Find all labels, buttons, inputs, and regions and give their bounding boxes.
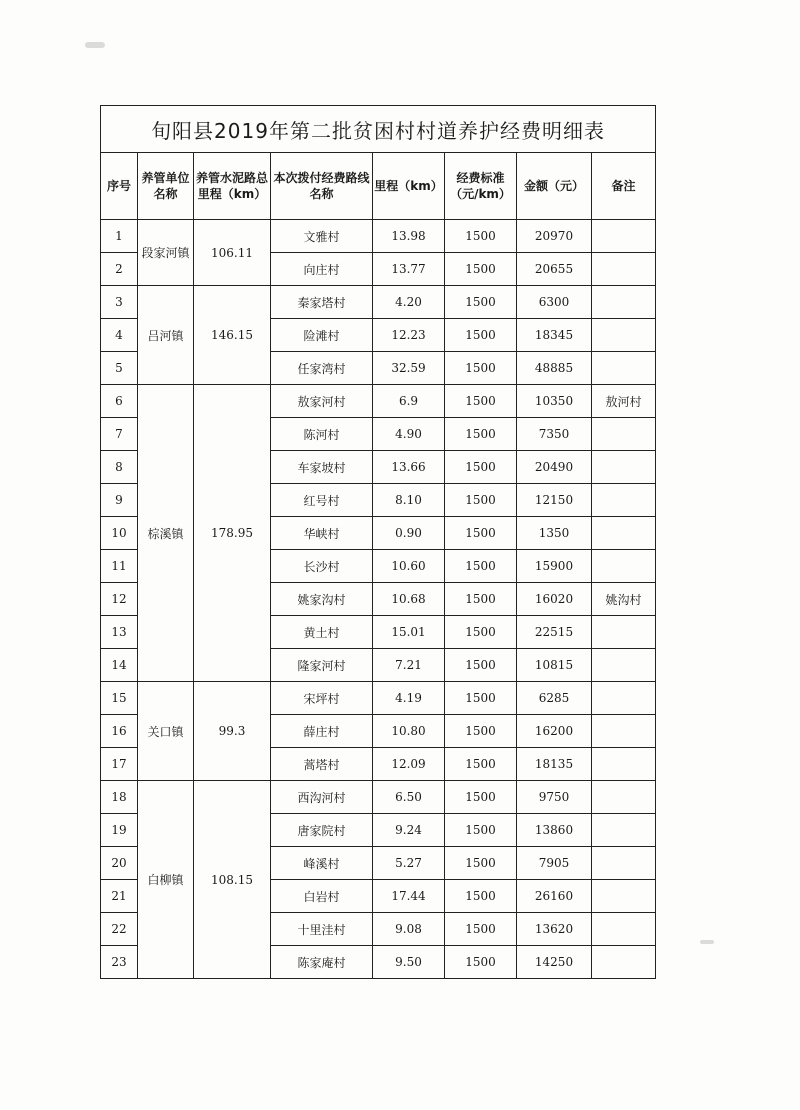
document-title: 旬阳县2019年第二批贫困村村道养护经费明细表 xyxy=(101,106,656,153)
route-standard: 1500 xyxy=(445,583,517,616)
route-mileage: 7.21 xyxy=(373,649,445,682)
route-mileage: 17.44 xyxy=(373,880,445,913)
header-unit: 养管单位名称 xyxy=(138,153,194,220)
unit-name: 吕河镇 xyxy=(138,286,194,385)
route-name: 十里洼村 xyxy=(271,913,373,946)
route-mileage: 8.10 xyxy=(373,484,445,517)
route-name: 姚家沟村 xyxy=(271,583,373,616)
route-standard: 1500 xyxy=(445,550,517,583)
route-mileage: 15.01 xyxy=(373,616,445,649)
route-amount: 18135 xyxy=(517,748,592,781)
route-standard: 1500 xyxy=(445,616,517,649)
route-mileage: 12.09 xyxy=(373,748,445,781)
row-seq: 21 xyxy=(101,880,138,913)
route-amount: 10350 xyxy=(517,385,592,418)
route-amount: 6285 xyxy=(517,682,592,715)
route-mileage: 9.08 xyxy=(373,913,445,946)
route-name: 唐家院村 xyxy=(271,814,373,847)
row-seq: 19 xyxy=(101,814,138,847)
unit-name: 关口镇 xyxy=(138,682,194,781)
route-standard: 1500 xyxy=(445,352,517,385)
route-mileage: 9.24 xyxy=(373,814,445,847)
route-name: 华峡村 xyxy=(271,517,373,550)
route-amount: 16020 xyxy=(517,583,592,616)
route-amount: 12150 xyxy=(517,484,592,517)
route-standard: 1500 xyxy=(445,715,517,748)
row-seq: 7 xyxy=(101,418,138,451)
row-seq: 20 xyxy=(101,847,138,880)
route-mileage: 10.80 xyxy=(373,715,445,748)
table-body xyxy=(101,220,656,979)
route-standard: 1500 xyxy=(445,814,517,847)
route-amount: 26160 xyxy=(517,880,592,913)
route-amount: 18345 xyxy=(517,319,592,352)
row-seq: 10 xyxy=(101,517,138,550)
expense-table xyxy=(100,105,656,979)
table-row xyxy=(101,286,656,319)
table-row xyxy=(101,220,656,253)
table-header-row xyxy=(101,153,656,220)
unit-name: 白柳镇 xyxy=(138,781,194,979)
route-standard: 1500 xyxy=(445,946,517,979)
route-name: 文雅村 xyxy=(271,220,373,253)
route-mileage: 9.50 xyxy=(373,946,445,979)
route-name: 蒿塔村 xyxy=(271,748,373,781)
row-seq: 14 xyxy=(101,649,138,682)
route-name: 西沟河村 xyxy=(271,781,373,814)
route-amount: 15900 xyxy=(517,550,592,583)
route-standard: 1500 xyxy=(445,319,517,352)
route-standard: 1500 xyxy=(445,451,517,484)
route-mileage: 12.23 xyxy=(373,319,445,352)
route-name: 敖家河村 xyxy=(271,385,373,418)
route-remark xyxy=(592,781,656,814)
route-mileage: 13.66 xyxy=(373,451,445,484)
route-mileage: 0.90 xyxy=(373,517,445,550)
header-route: 本次拨付经费路线名称 xyxy=(271,153,373,220)
route-name: 险滩村 xyxy=(271,319,373,352)
table-row xyxy=(101,385,656,418)
table-row xyxy=(101,682,656,715)
unit-total-km: 106.11 xyxy=(194,220,271,286)
row-seq: 3 xyxy=(101,286,138,319)
route-standard: 1500 xyxy=(445,781,517,814)
route-remark xyxy=(592,847,656,880)
route-remark xyxy=(592,814,656,847)
route-amount: 20655 xyxy=(517,253,592,286)
unit-total-km: 178.95 xyxy=(194,385,271,682)
scan-mark xyxy=(700,940,714,944)
route-standard: 1500 xyxy=(445,385,517,418)
route-mileage: 5.27 xyxy=(373,847,445,880)
route-remark xyxy=(592,418,656,451)
route-remark xyxy=(592,484,656,517)
route-standard: 1500 xyxy=(445,847,517,880)
row-seq: 13 xyxy=(101,616,138,649)
row-seq: 6 xyxy=(101,385,138,418)
route-remark xyxy=(592,253,656,286)
route-mileage: 13.98 xyxy=(373,220,445,253)
route-mileage: 6.50 xyxy=(373,781,445,814)
route-name: 红号村 xyxy=(271,484,373,517)
route-name: 黄土村 xyxy=(271,616,373,649)
unit-name: 棕溪镇 xyxy=(138,385,194,682)
route-remark xyxy=(592,880,656,913)
route-standard: 1500 xyxy=(445,913,517,946)
header-remark: 备注 xyxy=(592,153,656,220)
route-standard: 1500 xyxy=(445,220,517,253)
route-name: 陈河村 xyxy=(271,418,373,451)
header-mileage: 里程（km） xyxy=(373,153,445,220)
route-remark xyxy=(592,517,656,550)
route-standard: 1500 xyxy=(445,649,517,682)
route-amount: 1350 xyxy=(517,517,592,550)
route-amount: 7350 xyxy=(517,418,592,451)
table-row xyxy=(101,781,656,814)
row-seq: 23 xyxy=(101,946,138,979)
route-name: 陈家庵村 xyxy=(271,946,373,979)
route-name: 车家坡村 xyxy=(271,451,373,484)
route-mileage: 10.60 xyxy=(373,550,445,583)
row-seq: 8 xyxy=(101,451,138,484)
route-mileage: 4.20 xyxy=(373,286,445,319)
route-remark xyxy=(592,682,656,715)
header-amount: 金额（元） xyxy=(517,153,592,220)
route-amount: 16200 xyxy=(517,715,592,748)
route-remark: 敖河村 xyxy=(592,385,656,418)
route-name: 向庄村 xyxy=(271,253,373,286)
route-amount: 9750 xyxy=(517,781,592,814)
unit-total-km: 108.15 xyxy=(194,781,271,979)
route-remark xyxy=(592,616,656,649)
row-seq: 12 xyxy=(101,583,138,616)
route-remark xyxy=(592,715,656,748)
row-seq: 15 xyxy=(101,682,138,715)
row-seq: 5 xyxy=(101,352,138,385)
header-standard: 经费标准（元/km） xyxy=(445,153,517,220)
route-name: 秦家塔村 xyxy=(271,286,373,319)
route-name: 白岩村 xyxy=(271,880,373,913)
route-name: 任家湾村 xyxy=(271,352,373,385)
route-standard: 1500 xyxy=(445,517,517,550)
route-remark xyxy=(592,286,656,319)
route-amount: 13620 xyxy=(517,913,592,946)
route-remark xyxy=(592,649,656,682)
route-standard: 1500 xyxy=(445,880,517,913)
route-amount: 10815 xyxy=(517,649,592,682)
route-standard: 1500 xyxy=(445,682,517,715)
unit-name: 段家河镇 xyxy=(138,220,194,286)
route-mileage: 13.77 xyxy=(373,253,445,286)
route-mileage: 4.19 xyxy=(373,682,445,715)
route-mileage: 10.68 xyxy=(373,583,445,616)
row-seq: 17 xyxy=(101,748,138,781)
route-mileage: 6.9 xyxy=(373,385,445,418)
row-seq: 1 xyxy=(101,220,138,253)
route-standard: 1500 xyxy=(445,253,517,286)
route-amount: 48885 xyxy=(517,352,592,385)
route-remark xyxy=(592,748,656,781)
unit-total-km: 146.15 xyxy=(194,286,271,385)
route-amount: 14250 xyxy=(517,946,592,979)
route-standard: 1500 xyxy=(445,484,517,517)
route-remark xyxy=(592,550,656,583)
route-standard: 1500 xyxy=(445,748,517,781)
route-remark xyxy=(592,319,656,352)
row-seq: 9 xyxy=(101,484,138,517)
route-remark xyxy=(592,352,656,385)
route-standard: 1500 xyxy=(445,286,517,319)
route-standard: 1500 xyxy=(445,418,517,451)
route-amount: 13860 xyxy=(517,814,592,847)
row-seq: 4 xyxy=(101,319,138,352)
route-amount: 7905 xyxy=(517,847,592,880)
route-amount: 20970 xyxy=(517,220,592,253)
route-mileage: 32.59 xyxy=(373,352,445,385)
row-seq: 16 xyxy=(101,715,138,748)
route-name: 隆家河村 xyxy=(271,649,373,682)
route-name: 峰溪村 xyxy=(271,847,373,880)
route-name: 薛庄村 xyxy=(271,715,373,748)
row-seq: 11 xyxy=(101,550,138,583)
scan-mark xyxy=(85,42,105,48)
row-seq: 18 xyxy=(101,781,138,814)
route-remark xyxy=(592,913,656,946)
row-seq: 2 xyxy=(101,253,138,286)
route-remark xyxy=(592,220,656,253)
route-remark: 姚沟村 xyxy=(592,583,656,616)
route-amount: 6300 xyxy=(517,286,592,319)
unit-total-km: 99.3 xyxy=(194,682,271,781)
row-seq: 22 xyxy=(101,913,138,946)
route-amount: 20490 xyxy=(517,451,592,484)
route-remark xyxy=(592,451,656,484)
route-amount: 22515 xyxy=(517,616,592,649)
header-seq: 序号 xyxy=(101,153,138,220)
header-total-km: 养管水泥路总里程（km） xyxy=(194,153,271,220)
route-name: 长沙村 xyxy=(271,550,373,583)
route-mileage: 4.90 xyxy=(373,418,445,451)
route-remark xyxy=(592,946,656,979)
route-name: 宋坪村 xyxy=(271,682,373,715)
